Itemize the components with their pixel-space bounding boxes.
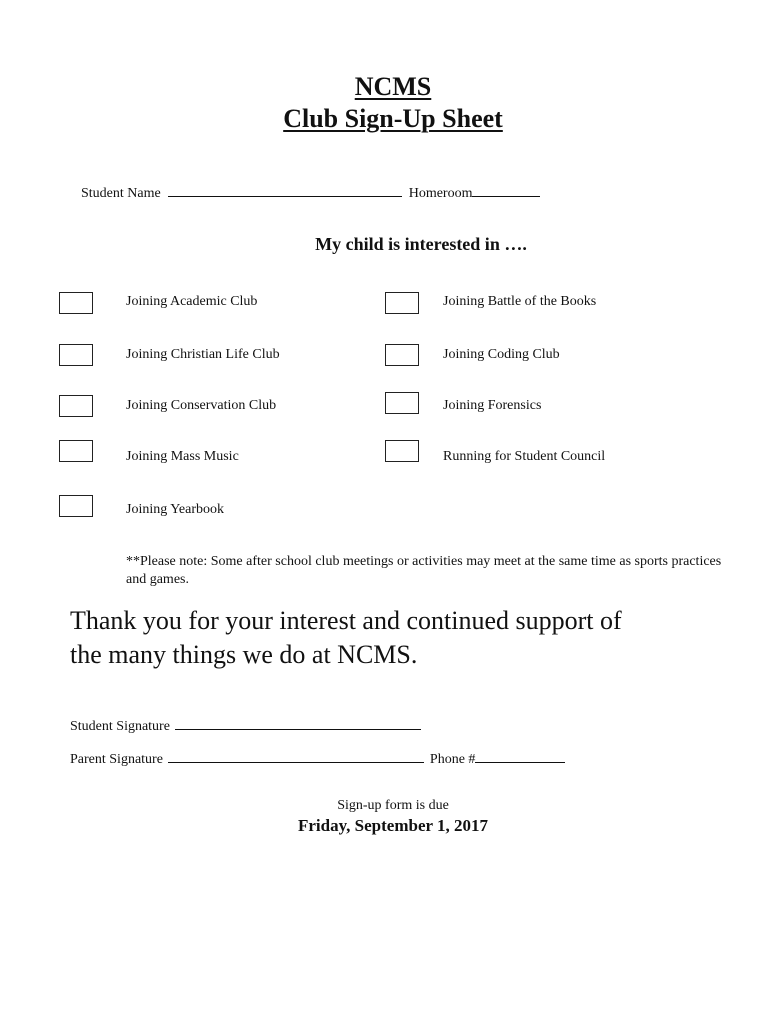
checkbox-christian-life-club[interactable] (59, 344, 93, 366)
club-label: Joining Christian Life Club (126, 347, 280, 362)
interest-heading: My child is interested in …. (315, 234, 527, 254)
club-label: Joining Conservation Club (126, 398, 277, 413)
student-name-row (81, 184, 540, 202)
page-title: Club Sign-Up Sheet (283, 104, 503, 133)
student-signature-row (70, 717, 421, 735)
club-label: Joining Battle of the Books (443, 294, 597, 309)
homeroom-label: Homeroom (408, 186, 473, 201)
student-signature-field[interactable] (175, 717, 421, 730)
due-label: Sign-up form is due (337, 798, 449, 813)
club-label: Joining Forensics (443, 398, 542, 413)
club-label: Joining Coding Club (443, 347, 560, 362)
phone-label: Phone # (429, 752, 476, 767)
club-label: Joining Mass Music (126, 449, 239, 464)
checkbox-student-council[interactable] (385, 440, 419, 462)
checkbox-academic-club[interactable] (59, 292, 93, 314)
checkbox-coding-club[interactable] (385, 344, 419, 366)
homeroom-field[interactable] (472, 184, 540, 197)
student-name-label: Student Name (81, 186, 161, 201)
parent-signature-row (70, 750, 565, 768)
scheduling-note: **Please note: Some after school club meetings or activities may meet at the same time as sports practices and games. (126, 554, 722, 587)
student-name-field[interactable] (168, 184, 402, 197)
phone-field[interactable] (475, 750, 565, 763)
parent-signature-label: Parent Signature (70, 752, 163, 767)
checkbox-forensics[interactable] (385, 392, 419, 414)
club-label: Joining Academic Club (126, 294, 258, 309)
student-signature-label: Student Signature (70, 719, 170, 734)
checkbox-mass-music[interactable] (59, 440, 93, 462)
checkbox-conservation-club[interactable] (59, 395, 93, 417)
due-date: Friday, September 1, 2017 (298, 816, 488, 835)
thank-you-message: Thank you for your interest and continued support of the many things we do at NCMS. (70, 606, 622, 669)
parent-signature-field[interactable] (168, 750, 424, 763)
checkbox-battle-of-the-books[interactable] (385, 292, 419, 314)
checkbox-yearbook[interactable] (59, 495, 93, 517)
club-label: Running for Student Council (443, 449, 606, 464)
school-name: NCMS (354, 72, 432, 101)
club-label: Joining Yearbook (126, 502, 225, 517)
